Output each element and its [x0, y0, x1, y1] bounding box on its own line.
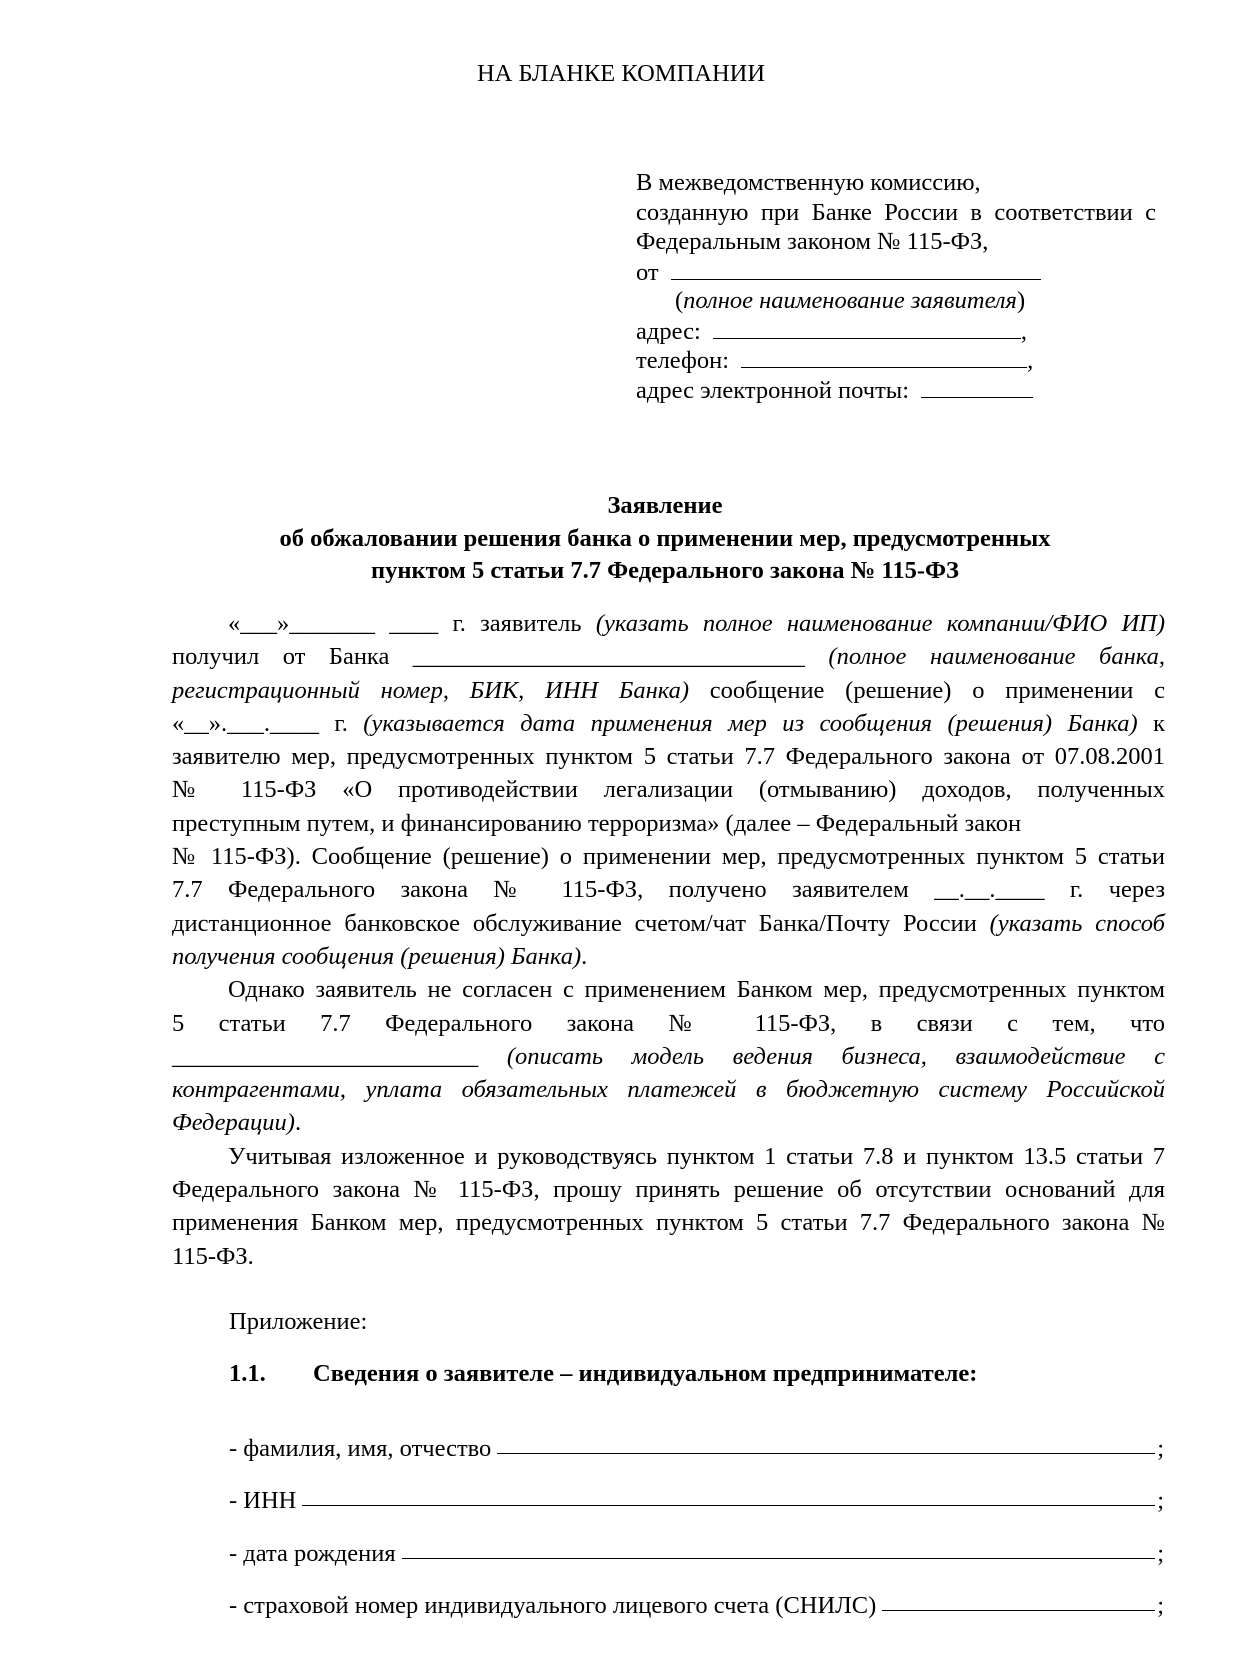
appendix-label: Приложение:: [229, 1308, 368, 1335]
p3-line-3: применения Банком мер, предусмотренных пунктом 5 статьи 7.7 Федерального закона №: [172, 1209, 1165, 1237]
fio-blank: [497, 1453, 1155, 1454]
title-line-2: об обжаловании решения банка о применении мер, предусмотренных: [279, 524, 1051, 552]
applicant-hint-text: полное наименование заявителя: [683, 287, 1017, 314]
email-blank: [921, 375, 1033, 398]
p1-line-2: получил от Банка ________________________________ (полное наименование банка,: [172, 643, 1165, 671]
section-heading: [229, 1358, 977, 1390]
p1-line-11: получения сообщения (решения) Банка).: [172, 942, 588, 970]
fio-label: - фамилия, имя, отчество: [229, 1434, 492, 1462]
section-number: 1.1.: [229, 1360, 266, 1387]
snils-blank: [882, 1610, 1155, 1611]
p2-line-2: 5 статьи 7.7 Федерального закона № 115-ФЗ, в связи с тем, что: [172, 1009, 1165, 1037]
section-title: Сведения о заявителе – индивидуальном предпринимателе:: [313, 1360, 978, 1387]
phone-label: телефон:: [636, 347, 730, 374]
p2-line-1: Однако заявитель не согласен с применением Банком мер, предусмотренных пунктом: [228, 976, 1165, 1004]
inn-field: - ИНН ;: [229, 1487, 1164, 1514]
phone-blank: [741, 345, 1027, 368]
phone-field: телефон: ,: [636, 347, 1034, 374]
inn-blank: [302, 1505, 1155, 1506]
addressee-line-1: В межведомственную комиссию,: [636, 169, 981, 196]
email-label: адрес электронной почты:: [636, 376, 910, 404]
p1-line-10: дистанционное банковское обслуживание счетом/чат Банка/Почту России (указать способ: [172, 909, 1165, 937]
p1-line-5: заявителю мер, предусмотренных пунктом 5 статьи 7.7 Федерального закона от 07.08.2001: [172, 743, 1165, 771]
p2-line-3: _________________________ (описать модель ведения бизнеса, взаимодействие с: [172, 1042, 1166, 1070]
addressee-line-2: созданную при Банке России в соответствии с: [636, 198, 1156, 226]
from-label: от: [636, 258, 659, 286]
p2-line-5: Федерации).: [172, 1109, 302, 1137]
p1-line-7: преступным путем, и финансированию терроризма» (далее – Федеральный закон: [172, 809, 1022, 837]
p3-line-1: Учитывая изложенное и руководствуясь пунктом 1 статьи 7.8 и пунктом 13.5 статьи 7: [228, 1142, 1165, 1170]
letterhead-note: НА БЛАНКЕ КОМПАНИИ: [476, 60, 766, 87]
p1-line-1: «___»_______ ____ г. заявитель (указать полное наименование компании/ФИО ИП): [228, 610, 1165, 637]
snils-label: - страховой номер индивидуального лицевого счета (СНИЛС): [229, 1592, 877, 1619]
p3-line-2: Федерального закона № 115-ФЗ, прошу принять решение об отсутствии оснований для: [172, 1176, 1165, 1204]
applicant-fields: [229, 1410, 1164, 1620]
address-blank: [713, 316, 1021, 339]
address-label: адрес:: [636, 317, 701, 345]
p2-line-4: контрагентами, уплата обязательных платежей в бюджетную систему Российской: [172, 1076, 1165, 1104]
snils-field: - страховой номер индивидуального лицевого счета (СНИЛС) ;: [229, 1592, 1164, 1619]
addressee-block: [636, 168, 1156, 404]
p1-line-8: № 115-ФЗ). Сообщение (решение) о применении мер, предусмотренных пунктом 5 статьи: [172, 843, 1165, 871]
fio-field: - фамилия, имя, отчество ;: [229, 1434, 1164, 1462]
applicant-hint: (полное наименование заявителя): [675, 287, 1026, 314]
p3-line-4: 115-ФЗ.: [172, 1242, 254, 1270]
p1-line-3: регистрационный номер, БИК, ИНН Банка) сообщение (решение) о применении с: [172, 676, 1165, 704]
address-field: адрес: ,: [636, 317, 1028, 345]
title-line-1: Заявление: [607, 492, 723, 519]
addressee-line-3: Федеральным законом № 115-ФЗ,: [636, 228, 989, 255]
title-line-3: пунктом 5 статьи 7.7 Федерального закона № 115-ФЗ: [371, 557, 959, 584]
inn-label: - ИНН: [229, 1487, 297, 1514]
p1-line-9: 7.7 Федерального закона № 115-ФЗ, получено заявителем __.__.____ г. через: [172, 876, 1165, 904]
statement-body: [172, 607, 1165, 1273]
document-title: [160, 490, 1170, 588]
email-field: [636, 375, 1156, 405]
p1-line-4: «__».___.____ г. (указывается дата применения мер из сообщения (решения) Банка) к: [172, 709, 1165, 737]
birth-date-label: - дата рождения: [229, 1539, 396, 1567]
p1-line-6: № 115-ФЗ «О противодействии легализации (отмыванию) доходов, полученных: [172, 776, 1165, 804]
applicant-name-blank: [671, 257, 1041, 280]
birth-date-field: - дата рождения ;: [229, 1539, 1164, 1567]
from-field: [636, 257, 1156, 287]
birth-date-blank: [402, 1558, 1156, 1559]
